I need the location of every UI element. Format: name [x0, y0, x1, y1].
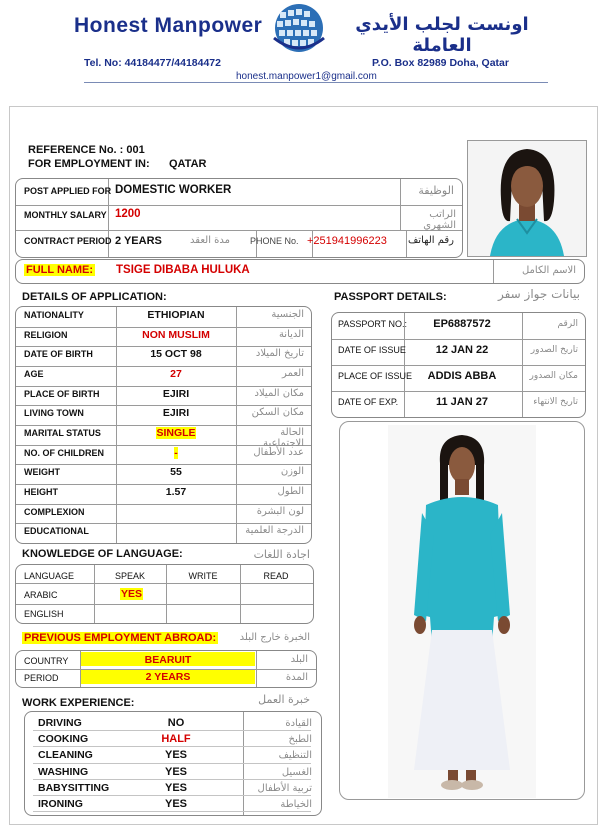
details-value-height: 1.57: [165, 485, 187, 498]
details-value-highlight: -: [174, 446, 178, 459]
details-value-religion: NON MUSLIM: [142, 328, 210, 341]
passport-title-ar: بيانات جواز سفر: [497, 287, 580, 301]
work-value-babysitting: YES: [164, 781, 187, 794]
reference-number: REFERENCE No. : 001: [28, 144, 145, 156]
passport-ar-place-of-issue: مكان الصدور: [529, 371, 578, 381]
arabic-speak: YES: [121, 588, 143, 600]
period-value: 2 YEARS: [145, 671, 191, 683]
passport-ar-date-of-issue: تاريخ الصدور: [530, 345, 578, 355]
row-divider: [332, 365, 585, 366]
fullname-label: FULL NAME:: [26, 264, 94, 276]
details-label-marital-status: MARITAL STATUS: [24, 427, 101, 438]
contract-ar: مدة العقد: [190, 235, 230, 246]
country-label: COUNTRY: [24, 656, 69, 666]
post-label: POST APPLIED FOR: [24, 186, 112, 196]
details-ar-nationality: الجنسية: [271, 308, 304, 320]
row-divider: [16, 327, 311, 328]
period-ar: المدة: [285, 672, 308, 683]
company-name-en: Honest Manpower: [74, 14, 263, 37]
details-value-nationality: ETHIOPIAN: [147, 308, 205, 321]
fullname-ar: الاسم الكامل: [521, 265, 576, 276]
work-ar-ironing: الخياطة: [280, 799, 312, 810]
work-label-cooking: COOKING: [38, 733, 89, 746]
work-title-ar: خبرة العمل: [258, 693, 310, 706]
previous-title-ar: الخبرة خارج البلد: [239, 632, 310, 643]
passport-ar-passport-no: الرقم: [557, 319, 578, 329]
work-value-washing: YES: [164, 765, 187, 778]
details-label-educational: EDUCATIONAL: [24, 526, 89, 537]
language-title: KNOWLEDGE OF LANGUAGE:: [22, 548, 183, 560]
work-value-cooking: HALF: [161, 733, 191, 746]
salary-label: MONTHLY SALARY: [24, 210, 107, 220]
passport-value-date-of-issue: 12 JAN 22: [435, 344, 489, 356]
details-ar-complexion: لون البشرة: [256, 505, 304, 517]
details-value-weight: 55: [170, 466, 182, 479]
salary-ar: الراتب الشهري: [423, 209, 456, 231]
row-divider: [33, 730, 311, 731]
work-label-ironing: IRONING: [38, 798, 83, 810]
language-header-speak: SPEAK: [114, 571, 145, 581]
work-value-ironing: YES: [164, 798, 187, 810]
po-box: P.O. Box 82989 Doha, Qatar: [372, 57, 509, 69]
contract-value: 2 YEARS: [115, 235, 162, 247]
work-value-cleaning: YES: [164, 749, 187, 762]
row-divider: [33, 811, 311, 812]
telephone: Tel. No: 44184477/44184472: [84, 57, 221, 69]
fullname-value: TSIGE DIBABA HULUKA: [116, 264, 250, 276]
email-address: honest.manpower1@gmail.com: [236, 71, 377, 82]
row-divider: [33, 795, 311, 796]
language-title-ar: اجادة اللغات: [253, 548, 310, 561]
details-value-place-of-birth: EJIRI: [162, 387, 190, 400]
language-header-read: READ: [263, 571, 289, 581]
employment-label: FOR EMPLOYMENT IN:: [28, 158, 150, 170]
details-value-age: 27: [170, 367, 182, 380]
details-label-age: AGE: [24, 368, 44, 379]
language-english: ENGLISH: [24, 609, 64, 619]
details-value-highlight: SINGLE: [156, 426, 196, 439]
passport-value-passport-no: EP6887572: [433, 318, 491, 330]
details-label-place-of-birth: PLACE OF BIRTH: [24, 388, 100, 399]
company-name-ar: اونست لجلب الأيدي العاملة: [355, 14, 529, 56]
details-label-living-town: LIVING TOWN: [24, 408, 84, 419]
details-label-weight: WEIGHT: [24, 467, 60, 478]
details-ar-date-of-birth: تاريخ الميلاد: [255, 348, 304, 360]
details-ar-educational: الدرجة العلمية: [245, 525, 304, 537]
details-ar-living-town: مكان السكن: [251, 407, 304, 419]
globe-logo: [268, 2, 330, 58]
work-ar-driving: القيادة: [285, 718, 312, 729]
contract-label: CONTRACT PERIOD: [24, 236, 112, 246]
details-value-no-of-children: [116, 447, 236, 459]
phone-ar: رقم الهاتف: [407, 235, 454, 246]
details-value-marital-status: [116, 427, 236, 439]
period-label: PERIOD: [24, 673, 59, 683]
country-value: BEARUIT: [144, 654, 192, 666]
details-ar-marital-status: الحالة الاجتماعية: [263, 426, 304, 449]
passport-label-date-of-issue: DATE OF ISSUE: [338, 345, 406, 355]
country-ar: البلد: [290, 654, 308, 665]
passport-value-place-of-issue: ADDIS ABBA: [427, 370, 497, 382]
row-divider: [332, 391, 585, 392]
details-ar-no-of-children: عدد الأطفال: [253, 446, 304, 458]
work-label-driving: DRIVING: [38, 717, 82, 729]
row-divider: [16, 386, 311, 387]
work-label-washing: WASHING: [38, 765, 89, 778]
details-title: DETAILS OF APPLICATION:: [22, 291, 167, 303]
work-title: WORK EXPERIENCE:: [22, 697, 135, 709]
work-label-babysitting: BABYSITTING: [38, 781, 110, 794]
details-ar-height: الطول: [277, 485, 304, 497]
passport-title: PASSPORT DETAILS:: [334, 291, 447, 303]
details-label-complexion: COMPLEXION: [24, 506, 85, 517]
row-divider: [16, 504, 311, 505]
phone-value: +251941996223: [307, 235, 387, 247]
details-label-religion: RELIGION: [24, 329, 68, 340]
passport-label-place-of-issue: PLACE OF ISSUE: [338, 371, 413, 381]
header-divider: [84, 82, 548, 83]
details-ar-weight: الوزن: [280, 466, 304, 478]
details-label-height: HEIGHT: [24, 486, 59, 497]
passport-label-date-of-exp: DATE OF EXP.: [338, 397, 399, 407]
details-label-date-of-birth: DATE OF BIRTH: [24, 349, 93, 360]
details-label-no-of-children: NO. OF CHILDREN: [24, 447, 104, 458]
work-ar-cooking: الطبخ: [288, 734, 312, 746]
previous-title: PREVIOUS EMPLOYMENT ABROAD:: [24, 632, 217, 644]
details-ar-place-of-birth: مكان الميلاد: [254, 387, 304, 399]
full-body-photo: [388, 425, 536, 798]
language-arabic: ARABIC: [24, 590, 58, 600]
row-divider: [332, 339, 585, 340]
phone-label: PHONE No.: [250, 236, 299, 246]
employment-value: QATAR: [169, 158, 207, 170]
details-ar-religion: الديانة: [278, 328, 304, 340]
details-value-living-town: EJIRI: [162, 407, 190, 420]
language-header-language: LANGUAGE: [24, 571, 75, 581]
row-divider: [33, 779, 311, 780]
passport-label-passport-no: PASSPORT NO.:: [338, 319, 408, 329]
language-header-write: WRITE: [188, 571, 218, 581]
work-ar-cleaning: التنظيف: [278, 750, 312, 762]
work-ar-washing: الغسيل: [281, 766, 312, 778]
post-value: DOMESTIC WORKER: [115, 184, 232, 196]
work-value-driving: NO: [167, 717, 185, 729]
details-ar-age: العمر: [282, 367, 304, 379]
passport-value-date-of-exp: 11 JAN 27: [436, 396, 488, 408]
details-label-nationality: NATIONALITY: [24, 309, 84, 320]
passport-ar-date-of-exp: تاريخ الانتهاء: [533, 397, 578, 407]
post-ar: الوظيفة: [418, 184, 454, 197]
portrait-photo: [467, 140, 587, 257]
salary-value: 1200: [115, 208, 141, 220]
row-divider: [33, 763, 311, 764]
work-ar-babysitting: تربية الأطفال: [257, 782, 312, 794]
details-value-date-of-birth: 15 OCT 98: [150, 348, 202, 361]
work-label-cleaning: CLEANING: [38, 749, 93, 762]
row-divider: [33, 746, 311, 747]
